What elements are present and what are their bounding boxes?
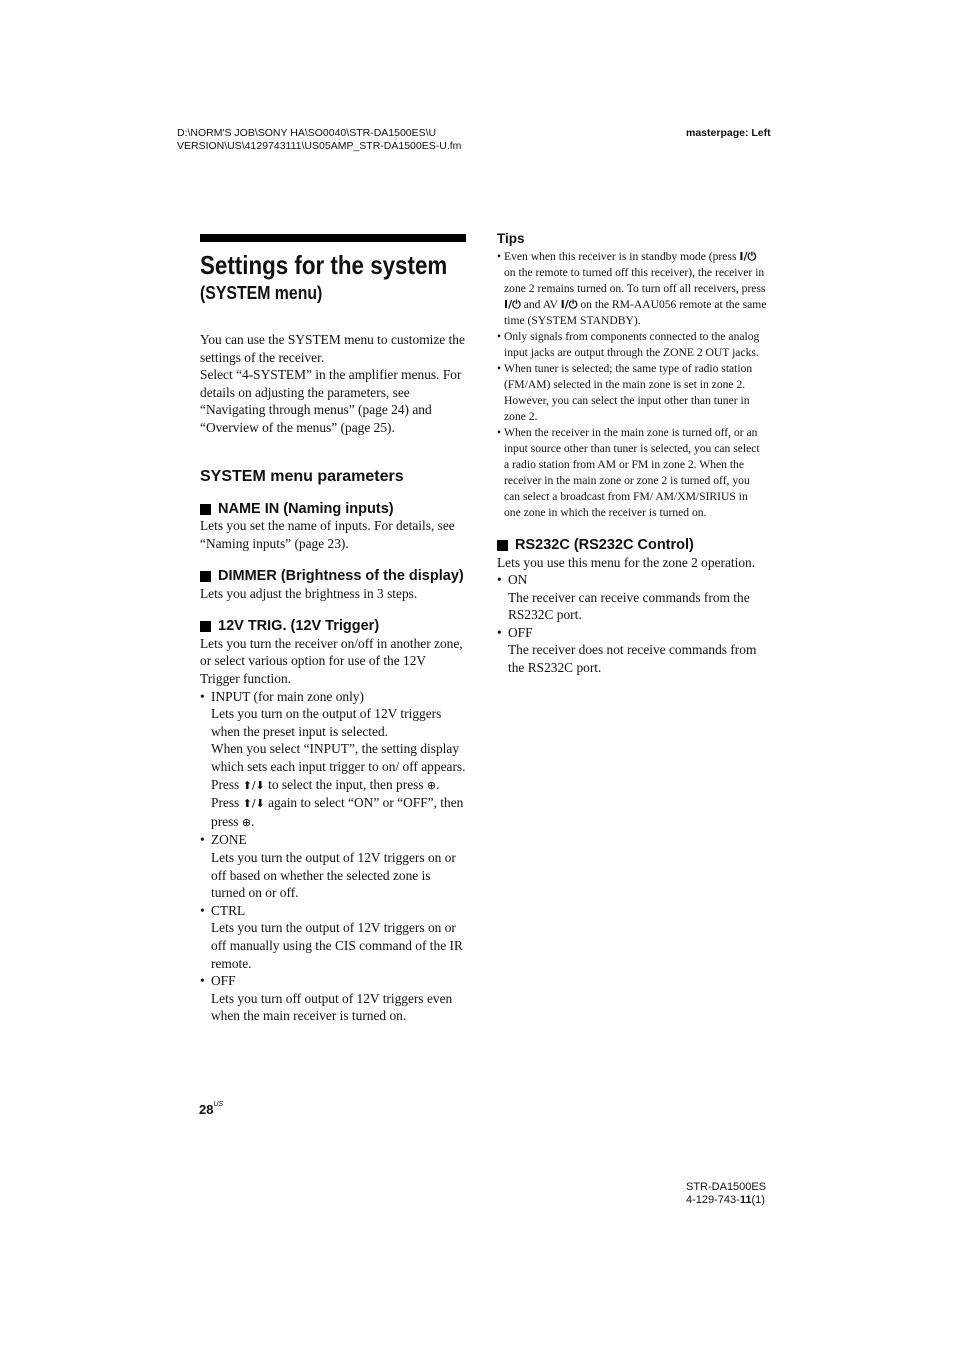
option-description: Lets you turn on the output of 12V triggers when the preset input is selected. — [211, 706, 442, 739]
file-path-line1: D:\NORM'S JOB\SONY HA\SO0040\STR-DA1500ES\U — [177, 127, 437, 139]
list-item: • Only signals from components connected to the analog input jacks are output through the ZONE 2 OUT jacks. — [497, 330, 760, 359]
list-item — [497, 571, 767, 624]
up-down-arrows-icon: ⬆/⬇ — [242, 797, 265, 811]
bullet-dot: • — [200, 902, 205, 918]
rs232c-heading — [497, 537, 767, 554]
bullet-dot: • — [497, 330, 502, 343]
right-column — [497, 231, 767, 677]
dimmer-heading — [200, 568, 466, 585]
file-path-header — [177, 127, 461, 153]
up-down-arrows-icon: ⬆/⬇ — [242, 778, 265, 792]
square-bullet-icon — [497, 540, 508, 551]
name-in-text: Lets you set the name of inputs. For details, see “Naming inputs” (page 23). — [200, 518, 455, 551]
bullet-dot: • — [497, 624, 502, 640]
dimmer-text: Lets you adjust the brightness in 3 steps. — [200, 585, 418, 601]
tips-list — [497, 249, 767, 521]
option-label: OFF — [211, 973, 236, 989]
list-item — [497, 624, 767, 677]
option-description: Lets you turn off output of 12V triggers even when the main receiver is turned on. — [211, 990, 453, 1024]
page-suffix: US — [213, 1101, 224, 1108]
footer-model: STR-DA1500ES — [686, 1181, 767, 1193]
option-label: OFF — [508, 624, 533, 640]
trig-heading — [200, 618, 466, 635]
rs232c-options-list — [497, 571, 767, 677]
list-item: • When tuner is selected; the same type of radio station (FM/AM) selected in the main zone is set in zone 2. However, you can select the input other than tuner in zone 2. — [497, 362, 753, 423]
square-bullet-icon — [200, 621, 211, 632]
option-description: Lets you turn the output of 12V triggers on or off manually using the CIS command of the IR remote. — [211, 920, 463, 971]
name-in-heading-text: NAME IN (Naming inputs) — [218, 500, 394, 517]
footer-code — [686, 1181, 766, 1207]
list-item — [200, 688, 466, 832]
list-item — [200, 972, 466, 1025]
tips-heading: Tips — [497, 231, 525, 246]
rs232c-text: Lets you use this menu for the zone 2 operation. — [497, 554, 756, 570]
bullet-dot: • — [200, 688, 205, 704]
power-icon: I/⏻ — [504, 298, 521, 311]
intro-paragraph-2: Select “4-SYSTEM” in the amplifier menus. For details on adjusting the parameters, see “Navigating through menus” (page 24) and “Overview of the menus” (page 25). — [200, 367, 462, 435]
dimmer-heading-text: DIMMER (Brightness of the display) — [218, 568, 464, 585]
option-label: INPUT (for main zone only) — [211, 688, 364, 704]
power-icon: I/⏻ — [739, 250, 757, 263]
bullet-dot: • — [200, 973, 205, 989]
bullet-dot: • — [497, 426, 502, 439]
list-item: • Even when this receiver is in standby mode (press I/⏻ on the remote to turned off this receiver), the receiver in zone 2 remains turned on. To turn off all receivers, press I/⏻ and AV I/⏻ on the RM-AAU056 remote at the same time (SYSTEM STANDBY). — [497, 250, 767, 327]
rs232c-heading-text: RS232C (RS232C Control) — [515, 537, 694, 553]
power-icon: I/⏻ — [560, 298, 578, 311]
section-heading: SYSTEM menu parameters — [200, 467, 404, 485]
page-title: Settings for the system — [200, 250, 448, 280]
option-label: ZONE — [211, 832, 247, 848]
name-in-heading — [200, 501, 466, 518]
left-column — [200, 234, 466, 1025]
square-bullet-icon — [200, 571, 211, 582]
title-rule — [200, 234, 466, 242]
footer-part-number: 4-129-743-11(1) — [686, 1194, 765, 1206]
bullet-dot: • — [497, 572, 502, 588]
bullet-dot: • — [497, 362, 502, 375]
option-description: Lets you turn the output of 12V triggers on or off based on whether the selected zone is turned on or off. — [211, 849, 456, 901]
masterpage-label: masterpage: Left — [686, 127, 771, 139]
list-item — [200, 902, 466, 972]
trig-text: Lets you turn the receiver on/off in another zone, or select various option for use of the 12V Trigger function. — [200, 635, 463, 687]
option-label: CTRL — [211, 902, 246, 918]
option-description-2: When you select “INPUT”, the setting display which sets each input trigger to on/ off appears. Press ⬆/⬇ to select the input, then press ⊕. Press ⬆/⬇ again to select “ON” or “OFF”, then press ⊕. — [211, 741, 466, 829]
trig-options-list — [200, 688, 466, 1025]
enter-button-icon: ⊕ — [241, 815, 252, 829]
page-subtitle: (SYSTEM menu) — [200, 283, 323, 303]
option-description: The receiver can receive commands from the RS232C port. — [508, 589, 750, 623]
intro-paragraph: You can use the SYSTEM menu to customize the settings of the receiver. — [200, 332, 465, 365]
trig-heading-text: 12V TRIG. (12V Trigger) — [218, 618, 380, 635]
enter-button-icon: ⊕ — [426, 778, 437, 792]
option-label: ON — [508, 572, 528, 588]
list-item: • When the receiver in the main zone is turned off, or an input source other than tuner is selected, you can select a radio station from AM or FM in zone 2. When the receiver in the main zone or zone 2 is turned off, you can select a broadcast from FM/ AM/XM/SIRIUS in one zone in which the receiver is turned on. — [497, 426, 760, 519]
bullet-dot: • — [497, 250, 502, 263]
option-description: The receiver does not receive commands from the RS232C port. — [508, 642, 757, 676]
file-path-line2: VERSION\US\4129743111\US05AMP_STR-DA1500ES-U.fm — [177, 140, 462, 152]
square-bullet-icon — [200, 504, 211, 515]
page-number: $28^{US}$ — [199, 1101, 224, 1117]
bullet-dot: • — [200, 832, 205, 848]
list-item — [200, 831, 466, 901]
